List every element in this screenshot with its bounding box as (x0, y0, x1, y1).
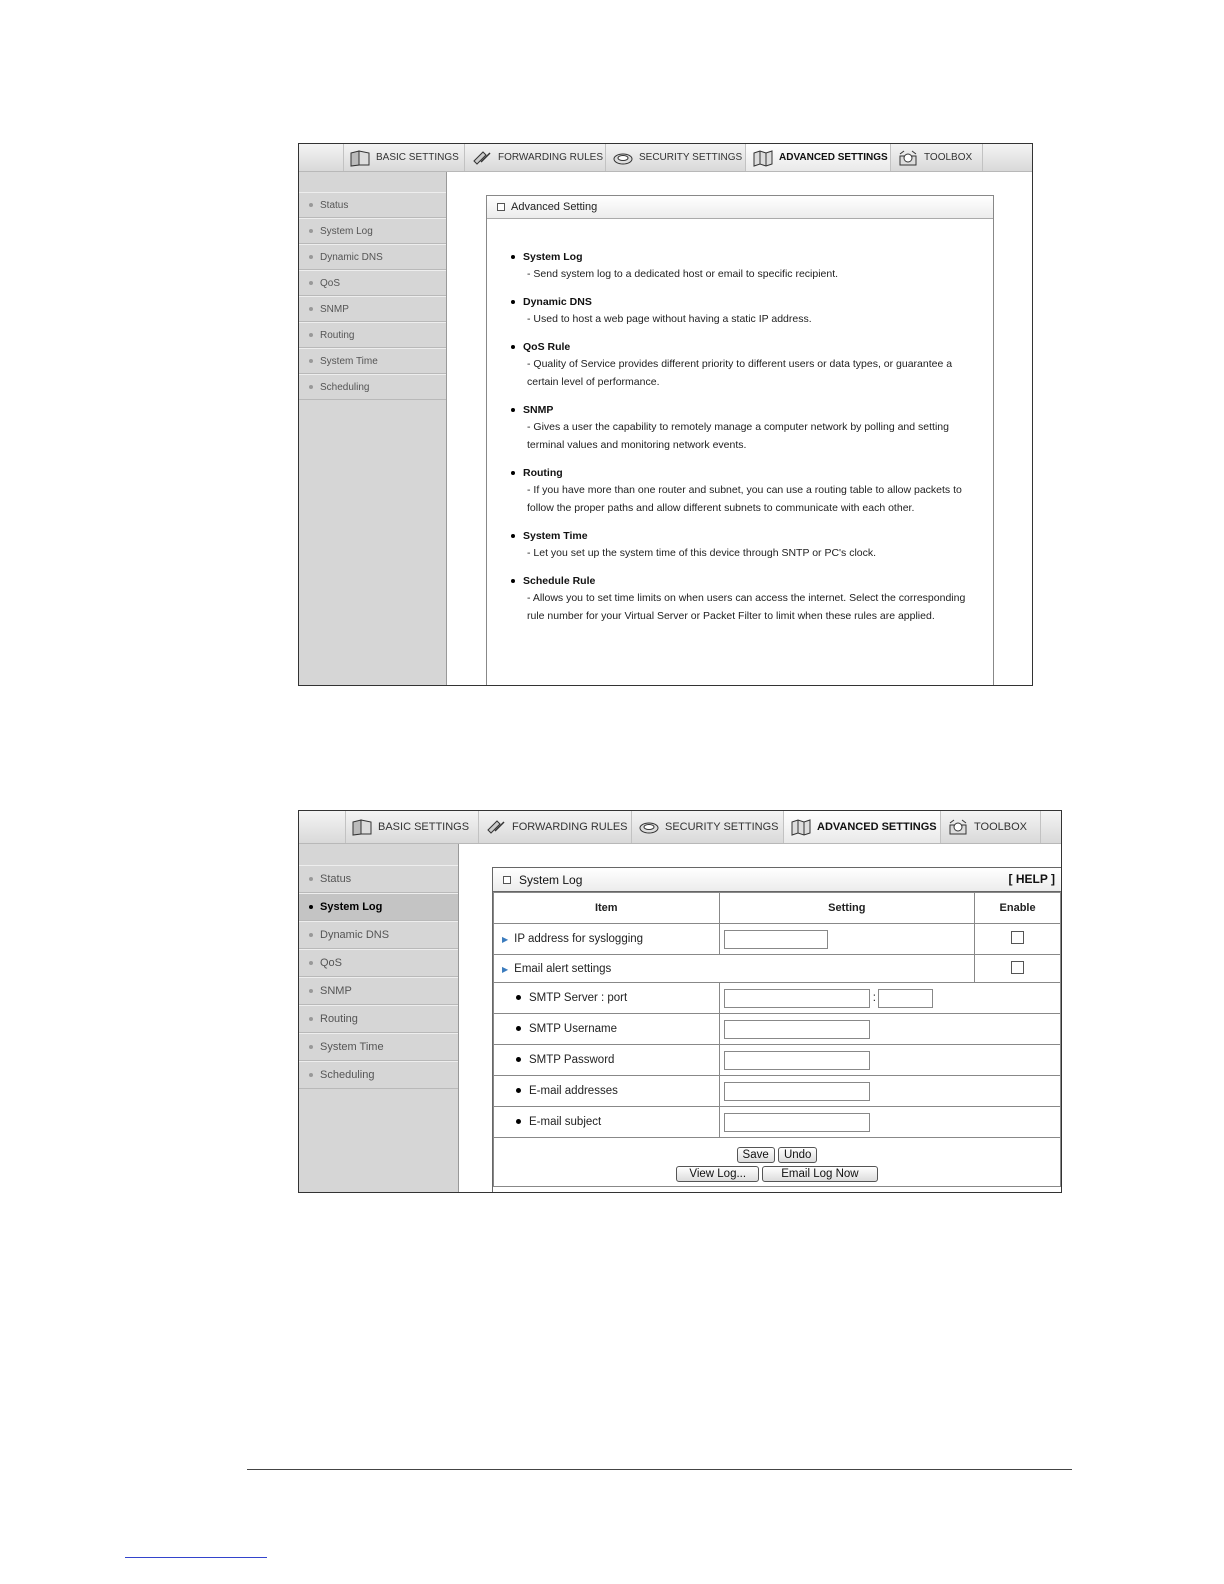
feature-name: System Log (511, 251, 975, 263)
tab-label: BASIC SETTINGS (378, 821, 470, 833)
feature-description: - Quality of Service provides different priority to different users or data types, or guarantee a certain level of performance. (527, 358, 953, 388)
primary-buttons (494, 1147, 1060, 1163)
tab-label: ADVANCED SETTINGS (817, 821, 937, 833)
tab-label: SECURITY SETTINGS (665, 821, 779, 833)
row-label-cell (494, 955, 975, 983)
sidebar-item-system-log[interactable] (299, 218, 446, 244)
sidebar-item-status[interactable] (299, 865, 458, 893)
row-enable-cell (975, 955, 1061, 983)
tab-toolbox[interactable] (891, 144, 983, 171)
sidebar-item-label: System Log (320, 901, 383, 913)
sidebar-spacer (299, 844, 458, 865)
square-icon (497, 203, 505, 211)
sidebar-item-qos[interactable] (299, 949, 458, 977)
bullet-icon (309, 229, 313, 233)
bullet-icon (309, 905, 313, 909)
footer-link-underline (125, 1557, 267, 1558)
tab-advanced-settings[interactable] (746, 144, 891, 171)
shield-icon (638, 818, 660, 836)
sidebar-item-label: Status (320, 873, 352, 885)
feature-description: - Gives a user the capability to remotely manage a computer network by polling and setting terminal values and monitoring network events. (527, 421, 949, 451)
row-label-cell (494, 1076, 720, 1107)
row-label: IP address for syslogging (514, 933, 644, 945)
row-setting-cell (719, 1076, 1060, 1107)
bullet-icon (309, 1017, 313, 1021)
sidebar-item-label: Dynamic DNS (320, 929, 390, 941)
top-nav (299, 811, 1061, 844)
view-log-button[interactable]: View Log... (676, 1166, 759, 1182)
bullet-icon (309, 281, 313, 285)
bullet-icon (309, 933, 313, 937)
feature-description: - Allows you to set time limits on when users can access the internet. Select the corresponding rule number for your Virtual Server or Packet Filter to limit when these rules are applied. (527, 592, 966, 622)
sidebar-item-label: SNMP (320, 985, 352, 997)
sidebar-item-snmp[interactable] (299, 977, 458, 1005)
smtp-server-input[interactable] (724, 989, 870, 1008)
sidebar-item-system-time[interactable] (299, 348, 446, 374)
sidebar-item-label: System Log (320, 225, 373, 237)
system-log-table (493, 892, 1061, 1187)
sidebar-item-qos[interactable] (299, 270, 446, 296)
tab-label: BASIC SETTINGS (376, 152, 459, 163)
book-icon (351, 818, 373, 836)
row-label: E-mail subject (529, 1116, 602, 1128)
secondary-buttons (494, 1166, 1060, 1182)
feature-name: Routing (511, 467, 975, 479)
row-label-cell (494, 924, 720, 955)
tab-security-settings[interactable] (632, 811, 784, 843)
list-item (511, 404, 975, 454)
table-row (494, 983, 1061, 1014)
nav-spacer (299, 811, 346, 843)
sidebar (299, 172, 447, 685)
email-addresses-input[interactable] (724, 1082, 870, 1101)
sidebar-spacer (299, 172, 446, 192)
bullet-icon (309, 359, 313, 363)
book-icon (349, 149, 371, 167)
arrows-icon (471, 149, 493, 167)
email-subject-input[interactable] (724, 1113, 870, 1132)
sidebar-item-scheduling[interactable] (299, 374, 446, 400)
feature-name: Dynamic DNS (511, 296, 975, 308)
sidebar-item-label: Routing (320, 329, 355, 341)
panel-header (487, 196, 993, 219)
sidebar-item-scheduling[interactable] (299, 1061, 458, 1089)
syslog-enable-checkbox[interactable] (1011, 931, 1024, 944)
smtp-password-input[interactable] (724, 1051, 870, 1070)
feature-name: QoS Rule (511, 341, 975, 353)
bullet-icon (516, 1119, 521, 1124)
bullet-icon (309, 1045, 313, 1049)
panel-title: System Log (519, 872, 583, 887)
column-header-enable: Enable (975, 893, 1061, 924)
sidebar (299, 844, 459, 1192)
sidebar-item-system-log[interactable] (299, 893, 458, 921)
table-row (494, 1107, 1061, 1138)
sidebar-item-status[interactable] (299, 192, 446, 218)
system-log-screenshot (298, 810, 1062, 1193)
bullet-icon (309, 385, 313, 389)
sidebar-item-label: SNMP (320, 303, 349, 315)
row-label: E-mail addresses (529, 1085, 618, 1097)
smtp-port-input[interactable] (878, 989, 933, 1008)
bullet-icon (309, 203, 313, 207)
tab-label: TOOLBOX (974, 821, 1027, 833)
list-item (511, 530, 975, 562)
bullet-icon (309, 961, 313, 965)
sidebar-item-label: Dynamic DNS (320, 251, 383, 263)
bullet-icon (516, 1026, 521, 1031)
nav-spacer (299, 144, 344, 171)
bullet-icon (516, 995, 521, 1000)
row-enable-cell (975, 924, 1061, 955)
row-label-cell (494, 1107, 720, 1138)
tab-label: FORWARDING RULES (512, 821, 628, 833)
sidebar-item-snmp[interactable] (299, 296, 446, 322)
table-header-row (494, 893, 1061, 924)
sidebar-item-label: QoS (320, 957, 343, 969)
row-setting-cell (719, 1045, 1060, 1076)
feature-name: SNMP (511, 404, 975, 416)
advanced-feature-list (511, 251, 975, 638)
syslog-ip-input[interactable] (724, 930, 828, 949)
list-item (511, 575, 975, 625)
bullet-icon (309, 255, 313, 259)
panel-title: Advanced Setting (511, 201, 598, 213)
email-log-now-button[interactable]: Email Log Now (762, 1166, 877, 1182)
row-label: SMTP Server : port (529, 992, 628, 1004)
port-separator: : (872, 991, 876, 1004)
email-alert-enable-checkbox[interactable] (1011, 961, 1024, 974)
advanced-settings-screenshot (298, 143, 1033, 686)
feature-description: - If you have more than one router and subnet, you can use a routing table to allow packets to follow the proper paths and allow different subnets to communicate with each other. (527, 484, 962, 514)
tab-label: TOOLBOX (924, 152, 973, 163)
shield-icon (612, 149, 634, 167)
tab-forwarding-rules[interactable] (479, 811, 632, 843)
feature-description: - Used to host a web page without having a static IP address. (527, 313, 812, 325)
tab-basic-settings[interactable] (343, 144, 465, 171)
tab-label: ADVANCED SETTINGS (779, 152, 888, 163)
undo-button[interactable]: Undo (778, 1147, 818, 1163)
row-label: SMTP Username (529, 1023, 617, 1035)
row-setting-cell (719, 1107, 1060, 1138)
arrow-right-icon: ▶ (502, 935, 509, 944)
feature-name: Schedule Rule (511, 575, 975, 587)
sidebar-item-routing[interactable] (299, 1005, 458, 1033)
bullet-icon (516, 1057, 521, 1062)
tab-label: SECURITY SETTINGS (639, 152, 743, 163)
sidebar-item-label: Scheduling (320, 381, 370, 393)
top-nav (299, 144, 1032, 172)
sidebar-item-label: Scheduling (320, 1069, 375, 1081)
footer-divider (247, 1469, 1072, 1470)
list-item (511, 251, 975, 283)
help-link[interactable]: [ HELP ] (1008, 872, 1055, 886)
arrows-icon (485, 818, 507, 836)
feature-description: - Send system log to a dedicated host or email to specific recipient. (527, 268, 839, 280)
map-icon (752, 149, 774, 167)
system-log-panel (492, 867, 1061, 1193)
list-item (511, 467, 975, 517)
sidebar-item-routing[interactable] (299, 322, 446, 348)
square-icon (503, 876, 511, 884)
sidebar-item-system-time[interactable] (299, 1033, 458, 1061)
tab-security-settings[interactable] (606, 144, 746, 171)
bullet-icon (309, 333, 313, 337)
table-row (494, 1014, 1061, 1045)
panel-header (493, 868, 1061, 892)
list-item (511, 296, 975, 328)
sidebar-item-label: System Time (320, 1041, 384, 1053)
row-setting-cell (719, 1014, 1060, 1045)
row-label-cell (494, 983, 720, 1014)
feature-description: - Let you set up the system time of this device through SNTP or PC's clock. (527, 547, 877, 559)
row-label-cell (494, 1045, 720, 1076)
arrow-right-icon: ▶ (502, 964, 509, 974)
sidebar-item-label: Status (320, 199, 349, 211)
row-label: SMTP Password (529, 1054, 615, 1066)
bullet-icon (309, 307, 313, 311)
tab-label: FORWARDING RULES (498, 152, 604, 163)
table-row (494, 1076, 1061, 1107)
tab-toolbox[interactable] (941, 811, 1041, 843)
toolbox-icon (947, 818, 969, 836)
table-row (494, 1045, 1061, 1076)
save-button[interactable]: Save (737, 1147, 775, 1163)
bullet-icon (309, 1073, 313, 1077)
tab-forwarding-rules[interactable] (465, 144, 606, 171)
sidebar-item-label: QoS (320, 277, 341, 289)
row-label-cell (494, 1014, 720, 1045)
sidebar-item-dynamic-dns[interactable] (299, 244, 446, 270)
row-label: Email alert settings (514, 962, 612, 975)
sidebar-item-dynamic-dns[interactable] (299, 921, 458, 949)
table-row (494, 924, 1061, 955)
advanced-setting-panel (486, 195, 994, 686)
table-row (494, 955, 1061, 983)
column-header-setting: Setting (719, 893, 975, 924)
map-icon (790, 818, 812, 836)
list-item (511, 341, 975, 391)
tab-advanced-settings[interactable] (784, 811, 941, 843)
tab-basic-settings[interactable] (345, 811, 479, 843)
buttons-row (494, 1138, 1061, 1187)
sidebar-item-label: Routing (320, 1013, 358, 1025)
row-setting-cell (719, 924, 975, 955)
sidebar-item-label: System Time (320, 355, 378, 367)
buttons-cell (494, 1138, 1061, 1187)
bullet-icon (309, 877, 313, 881)
bullet-icon (309, 989, 313, 993)
toolbox-icon (897, 149, 919, 167)
smtp-username-input[interactable] (724, 1020, 870, 1039)
column-header-item: Item (494, 893, 720, 924)
feature-name: System Time (511, 530, 975, 542)
row-setting-cell (719, 983, 1060, 1014)
bullet-icon (516, 1088, 521, 1093)
